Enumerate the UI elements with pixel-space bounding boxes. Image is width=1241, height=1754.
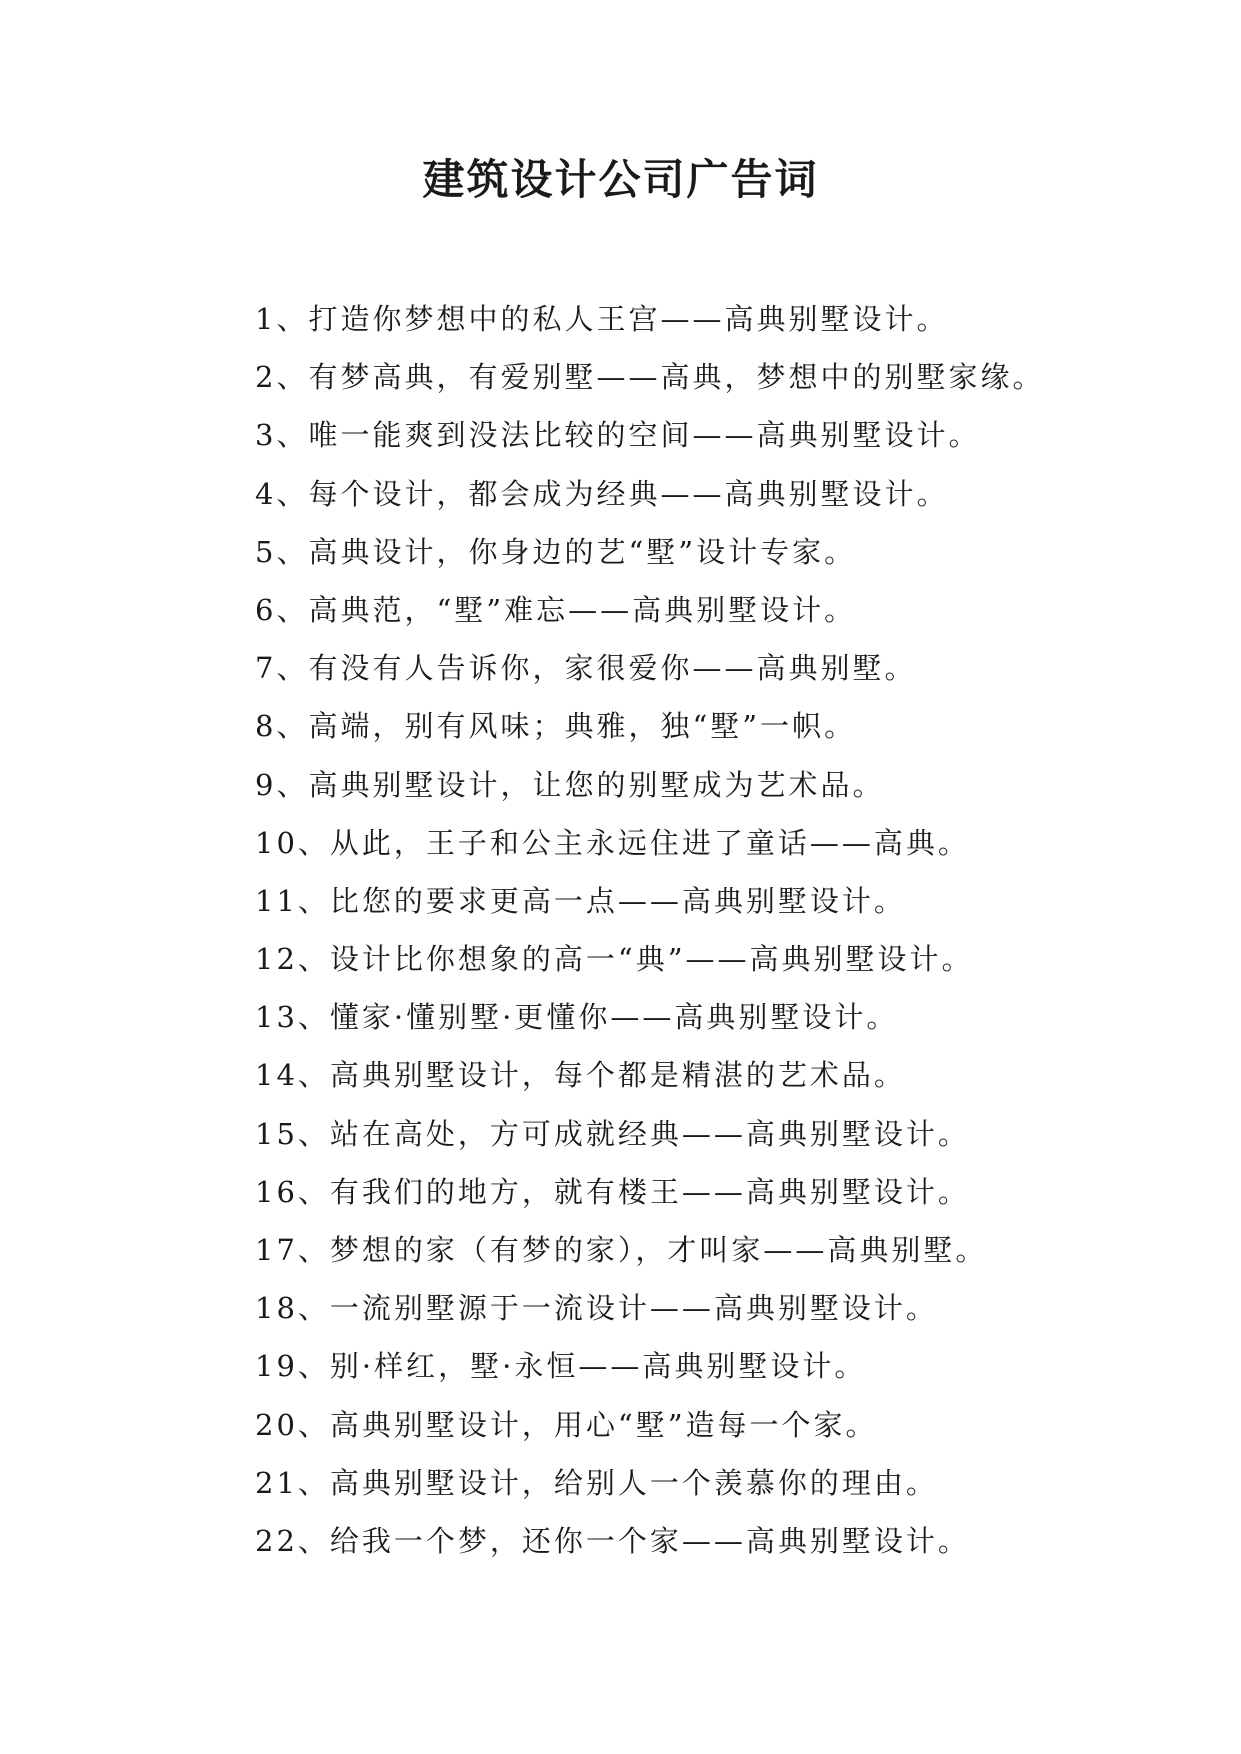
slogan-item: 15、站在高处，方可成就经典——高典别墅设计。 xyxy=(255,1116,970,1151)
slogan-item: 20、高典别墅设计，用心“墅”造每一个家。 xyxy=(255,1407,878,1442)
document-title: 建筑设计公司广告词 xyxy=(422,155,819,204)
slogan-item: 8、高端，别有风味；典雅，独“墅”一帜。 xyxy=(255,709,857,744)
slogan-item: 16、有我们的地方，就有楼王——高典别墅设计。 xyxy=(255,1174,970,1209)
slogan-item: 12、设计比你想象的高一“典”——高典别墅设计。 xyxy=(255,942,974,977)
slogan-item: 3、唯一能爽到没法比较的空间——高典别墅设计。 xyxy=(255,418,981,453)
slogan-item: 13、懂家·懂别墅·更懂你——高典别墅设计。 xyxy=(255,1000,899,1035)
slogan-item: 14、高典别墅设计，每个都是精湛的艺术品。 xyxy=(255,1058,906,1093)
slogan-item: 19、别·样红，墅·永恒——高典别墅设计。 xyxy=(255,1349,867,1384)
slogan-item: 9、高典别墅设计，让您的别墅成为艺术品。 xyxy=(255,767,885,802)
slogan-item: 5、高典设计，你身边的艺“墅”设计专家。 xyxy=(255,534,857,569)
slogan-item: 4、每个设计，都会成为经典——高典别墅设计。 xyxy=(255,476,949,511)
slogan-item: 10、从此，王子和公主永远住进了童话——高典。 xyxy=(255,825,970,860)
slogan-item: 21、高典别墅设计，给别人一个羡慕你的理由。 xyxy=(255,1465,938,1500)
slogan-item: 17、梦想的家（有梦的家），才叫家——高典别墅。 xyxy=(255,1233,988,1267)
slogan-item: 2、有梦高典，有爱别墅——高典，梦想中的别墅家缘。 xyxy=(255,360,1045,395)
slogan-item: 18、一流别墅源于一流设计——高典别墅设计。 xyxy=(255,1291,938,1326)
slogan-list xyxy=(255,290,1185,1570)
slogan-item: 11、比您的要求更高一点——高典别墅设计。 xyxy=(255,883,906,918)
slogan-item: 7、有没有人告诉你，家很爱你——高典别墅。 xyxy=(255,651,917,686)
slogan-item: 1、打造你梦想中的私人王宫——高典别墅设计。 xyxy=(255,302,949,336)
slogan-item: 22、给我一个梦，还你一个家——高典别墅设计。 xyxy=(255,1523,970,1558)
slogan-item: 6、高典范，“墅”难忘——高典别墅设计。 xyxy=(255,592,857,627)
